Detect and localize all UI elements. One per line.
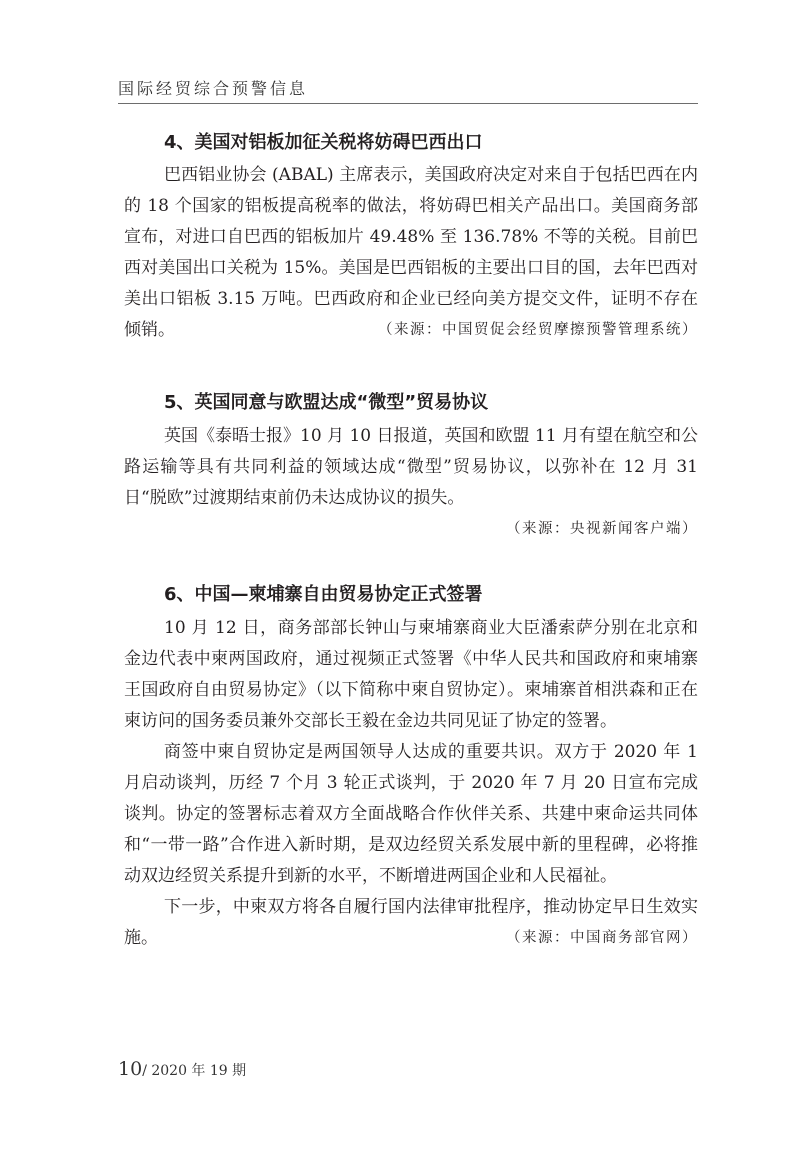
source-attribution: （来源：中国贸促会经贸摩擦预警管理系统） [378, 322, 698, 338]
article-heading: 5、英国同意与欧盟达成“微型”贸易协议 [164, 392, 489, 413]
article-4 [124, 130, 698, 346]
article-paragraph: 商签中柬自贸协定是两国领导人达成的重要共识。双方于 2020 年 1 月启动谈判，历经 7 个月 3 轮正式谈判，于 2020 年 7 月 20 日宣布完成谈判。协定的签署标志着双方全面战略合作伙伴关系、共建中柬命运共同体和“一带一路”合作进入新时期，是双边经贸关系发展中新的里程碑，必将推动双边经贸关系提升到新的水平，不断增进两国企业和人民福祉。 [124, 742, 698, 886]
article-paragraph [124, 160, 698, 346]
running-header-title: 国际经贸综合预警信息 [118, 79, 309, 98]
header-divider [118, 103, 698, 104]
article-6 [124, 582, 698, 954]
source-attribution: （来源：中国商务部官网） [506, 930, 698, 946]
page-number: 10 [118, 1058, 143, 1080]
issue-label: / 2020 年 19 期 [142, 1063, 247, 1079]
page-footer [118, 1058, 246, 1080]
article-paragraph [124, 892, 698, 954]
paragraph-text: 巴西铝业协会 (ABAL) 主席表示，美国政府决定对来自于包括巴西在内的 18 个国家的铝板提高税率的做法，将妨碍巴相关产品出口。美国商务部宣布，对进口自巴西的铝板加片 49.48% 至 136.78% 不等的关税。目前巴西对美国出口关税为 15%。美国是巴西铝板的主要出口目的国，去年巴西对美出口铝板 3.15 万吨。巴西政府和企业已经向美方提交文件，证明不存在倾销。 [124, 165, 698, 340]
article-heading: 4、美国对铝板加征关税将妨碍巴西出口 [164, 132, 483, 153]
paragraph-text: 下一步，中柬双方将各自履行国内法律审批程序，推动协定早日生效实施。 [124, 897, 698, 948]
article-heading: 6、中国—柬埔寨自由贸易协定正式签署 [164, 584, 483, 605]
article-paragraph: 10 月 12 日，商务部部长钟山与柬埔寨商业大臣潘索萨分别在北京和金边代表中柬两国政府，通过视频正式签署《中华人民共和国政府和柬埔寨王国政府自由贸易协定》（以下简称中柬自贸协定）。柬埔寨首相洪森和正在柬访问的国务委员兼外交部长王毅在金边共同见证了协定的签署。 [124, 618, 698, 731]
source-attribution: （来源：央视新闻客户端） [506, 521, 698, 537]
article-paragraph: 英国《泰晤士报》10 月 10 日报道，英国和欧盟 11 月有望在航空和公路运输等具有共同利益的领域达成“微型”贸易协议，以弥补在 12 月 31 日“脱欧”过渡期结束前仍未达成协议的损失。 [124, 426, 698, 508]
article-5 [124, 390, 698, 545]
